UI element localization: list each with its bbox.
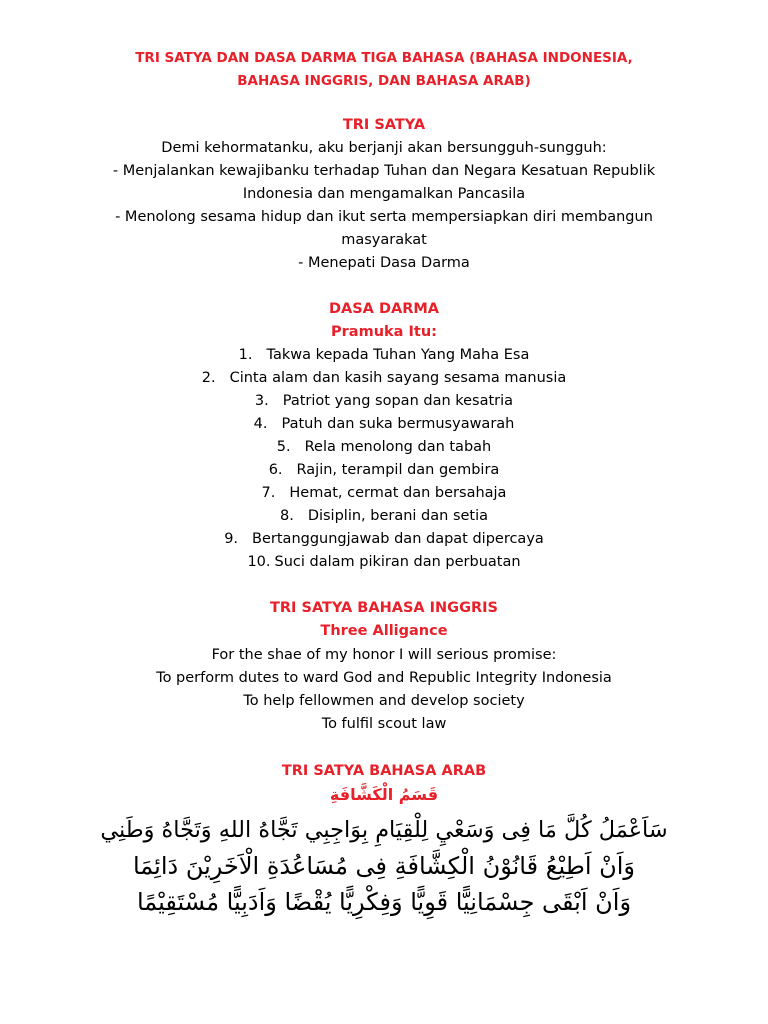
- tri-satya-inggris-line: To help fellowmen and develop society: [243, 693, 525, 709]
- tri-satya-inggris-line: To perform dutes to ward God and Republic Integrity Indonesia: [156, 670, 612, 686]
- item-number: 10.: [247, 554, 271, 570]
- item-number: 2.: [201, 370, 216, 386]
- tri-satya-heading: TRI SATYA: [342, 117, 426, 133]
- item-number: 5.: [276, 439, 291, 455]
- dasa-darma-item: [0, 482, 768, 504]
- item-text: Rajin, terampil dan gembira: [296, 462, 500, 478]
- document-title-line-2: BAHASA INGGRIS, DAN BAHASA ARAB): [237, 73, 531, 89]
- dasa-darma-subheading: Pramuka Itu:: [331, 324, 437, 340]
- dasa-darma-item: [0, 344, 768, 366]
- tri-satya-line: - Menolong sesama hidup dan ikut serta mempersiapkan diri membangun: [115, 209, 653, 225]
- tri-satya-arab-line: وَاَنْ اَطِيْعُ قَانُوْنُ الْكِشَّافَةِ فِى مُسَاعُدَةِ الْاَخَرِيْنَ دَائِمَا: [132, 852, 635, 880]
- tri-satya-line: - Menjalankan kewajibanku terhadap Tuhan dan Negara Kesatuan Republik: [112, 163, 656, 179]
- tri-satya-inggris-heading: TRI SATYA BAHASA INGGRIS: [270, 600, 498, 616]
- dasa-darma-item: [0, 459, 768, 481]
- item-number: 4.: [253, 416, 268, 432]
- dasa-darma-item: [0, 390, 768, 412]
- item-text: Disiplin, berani dan setia: [307, 508, 489, 524]
- tri-satya-inggris-subheading: Three Alligance: [320, 623, 448, 639]
- tri-satya-inggris-line: To fulfil scout law: [321, 716, 447, 732]
- item-number: 9.: [224, 531, 239, 547]
- dasa-darma-item: [0, 528, 768, 550]
- tri-satya-line: masyarakat: [341, 232, 427, 248]
- dasa-darma-item: [0, 367, 768, 389]
- item-text: Takwa kepada Tuhan Yang Maha Esa: [266, 347, 530, 363]
- tri-satya-inggris-line: For the shae of my honor I will serious promise:: [211, 647, 557, 663]
- tri-satya-line: Demi kehormatanku, aku berjanji akan bersungguh-sungguh:: [161, 140, 607, 156]
- item-text: Patuh dan suka bermusyawarah: [281, 416, 515, 432]
- tri-satya-arab-heading: TRI SATYA BAHASA ARAB: [281, 763, 487, 779]
- dasa-darma-item: [0, 413, 768, 435]
- item-text: Suci dalam pikiran dan perbuatan: [274, 554, 521, 570]
- item-text: Cinta alam dan kasih sayang sesama manusia: [229, 370, 567, 386]
- tri-satya-arab-line: وَاَنْ اَبْقَى جِسْمَانِيًّا قَوِيًّا وَفِكْرِيًّا يُقْضًا وَاَدَبِيًّا مُسْتَقِيْمًا: [136, 888, 632, 916]
- item-text: Bertanggungjawab dan dapat dipercaya: [252, 531, 544, 547]
- item-text: Hemat, cermat dan bersahaja: [289, 485, 507, 501]
- tri-satya-arab-line: سَاَعْمَلُ كُلَّ مَا فِى وَسَعْيِ لِلْقِيَامِ بِوَاجِبِي تَجَّاهُ اللهِ وَتَجَّاهُ وَطَنِي: [100, 817, 668, 843]
- item-text: Patriot yang sopan dan kesatria: [282, 393, 514, 409]
- item-number: 3.: [254, 393, 269, 409]
- item-number: 7.: [261, 485, 276, 501]
- item-text: Rela menolong dan tabah: [304, 439, 492, 455]
- dasa-darma-item: [0, 436, 768, 458]
- tri-satya-arab-subheading: قَسَمُ الْكَشَّافَةِ: [329, 785, 439, 804]
- dasa-darma-item: [0, 551, 768, 573]
- item-number: 6.: [268, 462, 283, 478]
- dasa-darma-heading: DASA DARMA: [328, 301, 440, 317]
- tri-satya-line: Indonesia dan mengamalkan Pancasila: [242, 186, 526, 202]
- item-number: 1.: [238, 347, 253, 363]
- document-title-line-1: TRI SATYA DAN DASA DARMA TIGA BAHASA (BAHASA INDONESIA,: [135, 50, 633, 66]
- tri-satya-line: - Menepati Dasa Darma: [298, 255, 470, 271]
- dasa-darma-item: [0, 505, 768, 527]
- item-number: 8.: [279, 508, 294, 524]
